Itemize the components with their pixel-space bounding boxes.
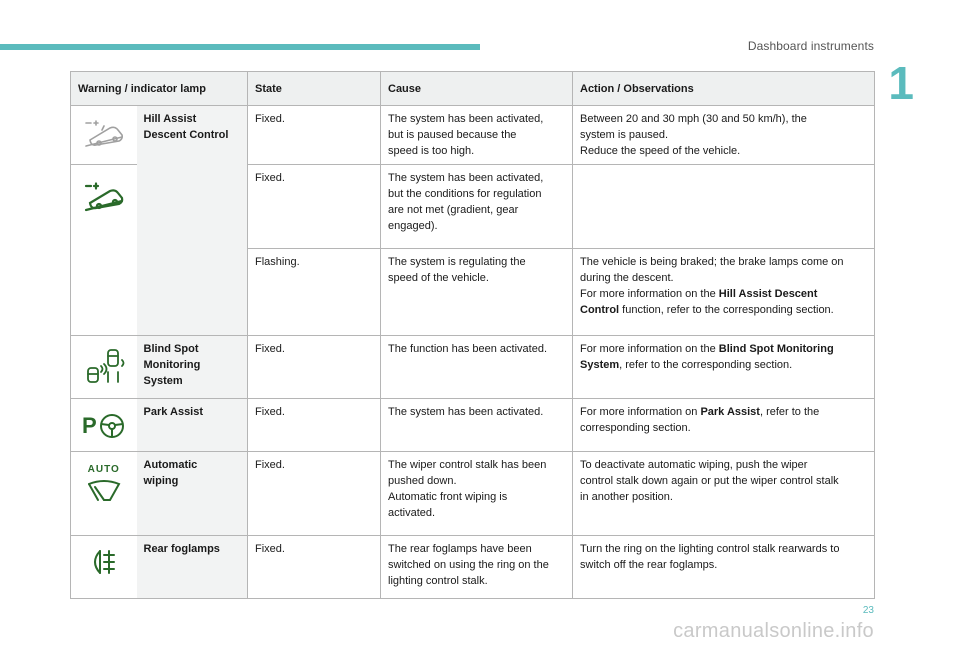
rear-foglamp-icon <box>71 536 137 588</box>
icon-cell <box>71 165 137 336</box>
cause-cell: The system has been activated, but is paused because the speed is too high. <box>381 106 573 165</box>
action-cell: For more information on the Blind Spot Monitoring System, refer to the corresponding section. <box>573 336 875 399</box>
col-header-cause: Cause <box>381 72 573 106</box>
park-assist-letter: P <box>81 413 97 438</box>
lamp-name-hill-assist: Hill Assist Descent Control <box>137 106 248 336</box>
col-header-action: Action / Observations <box>573 72 875 106</box>
state-cell: Fixed. <box>248 452 381 536</box>
cause-cell: The wiper control stalk has been pushed down. Automatic front wiping is activated. <box>381 452 573 536</box>
cause-cell: The function has been activated. <box>381 336 573 399</box>
action-cell: For more information on Park Assist, refer to the corresponding section. <box>573 399 875 452</box>
action-cell: The vehicle is being braked; the brake lamps come on during the descent. For more information on the Hill Assist Descent Control function, refer to the corresponding section. <box>573 249 875 336</box>
state-cell: Fixed. <box>248 165 381 249</box>
header-accent-bar <box>0 44 480 50</box>
icon-cell <box>71 106 137 165</box>
lamp-name-auto-wiping: Automatic wiping <box>137 452 248 536</box>
table-row <box>71 452 875 536</box>
cause-cell: The rear foglamps have been switched on using the ring on the lighting control stalk. <box>381 536 573 599</box>
auto-label: AUTO <box>87 464 120 475</box>
state-cell: Fixed. <box>248 399 381 452</box>
state-cell: Flashing. <box>248 249 381 336</box>
cause-cell: The system has been activated, but the conditions for regulation are not met (gradient, gear engaged). <box>381 165 573 249</box>
state-cell: Fixed. <box>248 336 381 399</box>
hill-descent-paused-icon <box>71 106 137 158</box>
watermark: carmanualsonline.info <box>673 620 874 642</box>
icon-cell <box>71 399 137 452</box>
hill-descent-active-icon <box>71 165 137 227</box>
table-header-row <box>71 72 875 106</box>
col-header-state: State <box>248 72 381 106</box>
lamp-name-rear-foglamps: Rear foglamps <box>137 536 248 599</box>
table-row <box>71 336 875 399</box>
page-number: 23 <box>862 605 874 616</box>
col-header-lamp: Warning / indicator lamp <box>71 72 248 106</box>
icon-cell <box>71 336 137 399</box>
lamp-name-blind-spot: Blind Spot Monitoring System <box>137 336 248 399</box>
action-cell: To deactivate automatic wiping, push the wiper control stalk down again or put the wiper control stalk in another position. <box>573 452 875 536</box>
auto-wiping-icon <box>71 452 137 502</box>
state-cell: Fixed. <box>248 106 381 165</box>
park-assist-icon <box>71 399 137 451</box>
state-cell: Fixed. <box>248 536 381 599</box>
table-row <box>71 536 875 599</box>
section-title: Dashboard instruments <box>747 39 874 53</box>
warning-lamp-table <box>70 71 875 599</box>
blind-spot-icon <box>71 336 137 396</box>
chapter-number: 1 <box>888 57 914 109</box>
action-cell: Between 20 and 30 mph (30 and 50 km/h), the system is paused. Reduce the speed of the vehicle. <box>573 106 875 165</box>
lamp-name-park-assist: Park Assist <box>137 399 248 452</box>
icon-cell <box>71 536 137 599</box>
action-cell <box>573 165 875 249</box>
cause-cell: The system is regulating the speed of the vehicle. <box>381 249 573 336</box>
cause-cell: The system has been activated. <box>381 399 573 452</box>
action-cell: Turn the ring on the lighting control stalk rearwards to switch off the rear foglamps. <box>573 536 875 599</box>
icon-cell <box>71 452 137 536</box>
table-row <box>71 399 875 452</box>
table-row <box>71 106 875 165</box>
